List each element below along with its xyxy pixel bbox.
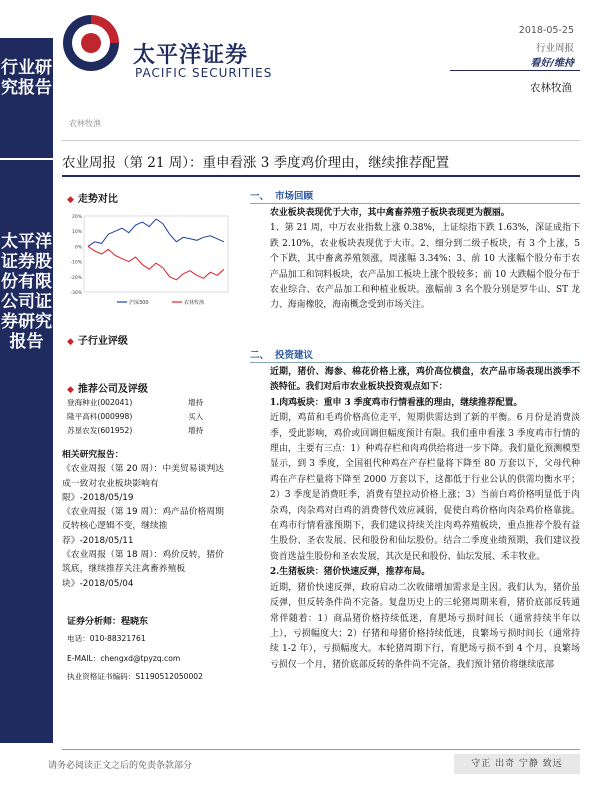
- brand-name-cn: 太平洋证券: [133, 43, 249, 68]
- section-title-market: 一、 市场回顾: [250, 191, 314, 202]
- stock-row: 苏垦农发(601952) 增持: [67, 426, 204, 435]
- y-tick-label: -10%: [70, 260, 82, 266]
- sidebar-top-label: 行业研究报告: [1, 58, 52, 98]
- industry-rating: 看好/维持: [530, 58, 574, 69]
- sector-label: 农林牧渔: [530, 82, 572, 94]
- analyst-email[interactable]: E-MAIL：chengxd@tpyzq.com: [67, 654, 181, 663]
- section-rule: [250, 362, 580, 363]
- investment-section: [250, 347, 580, 361]
- y-tick-label: 20%: [71, 215, 82, 220]
- report-title: 农业周报（第 21 周）：重申看涨 3 季度鸡价理由，继续推荐配置: [62, 155, 450, 171]
- header-divider: [450, 70, 580, 71]
- market-review-text: 农业板块表现优于大市，其中禽畜养殖子板块表现更为靓丽。 1、第 21 周，中万农业指数上涨 0.38%，上证综指下跌 1.63%，深证成指下跌 2.10%，农业板块表现优于大市。2、细分到二级子板块，有 3 个上涨，5 个下跌，其中畜禽养殖领涨，周涨幅 3.34%；3、前 10 大涨幅个股分布于农产品加工和饲料板块，农产品加工板块上涨个股较多；前 10 大跌幅个股分布于农业综合、农产品加工和种植业板块。涨幅前 3 名个股分别是罗牛山、ST 龙力、海南橡胶，海南概念受到市场关注。: [270, 208, 580, 311]
- analyst-license: 执业资格证书编码：S1190512050002: [67, 672, 203, 681]
- market-review-section: [250, 188, 580, 202]
- recommend-header: ◆ 推荐公司及评级: [67, 384, 148, 395]
- series-line-1: [88, 246, 224, 279]
- legend-label: 农林牧渔: [184, 300, 205, 306]
- legend-label: 沪深300: [129, 300, 149, 306]
- stock-row: 登海种业(002041) 增持: [67, 398, 204, 407]
- related-report-item[interactable]: 《农业周报（第 18 周）：鸡价反转，猪价筑底，继续推荐关注禽畜养殖板块》-2018/05/04: [62, 550, 224, 589]
- report-date: 2018-05-25: [518, 25, 574, 36]
- brand-name-en: PACIFIC SECURITIES: [135, 66, 273, 80]
- analyst-line: 证券分析师：程晓东: [67, 617, 149, 627]
- arrow-icon: ◆: [67, 337, 74, 347]
- related-reports: [62, 448, 226, 591]
- stock-row: 隆平高科(000998) 买入: [67, 412, 204, 421]
- report-type: 行业周报: [535, 43, 574, 54]
- sidebar-bottom-label: 太平洋证券股份有限公司证券研究报告: [1, 232, 52, 352]
- title-rule-bottom: [62, 175, 580, 177]
- y-tick-label: -30%: [70, 291, 82, 296]
- section-title-invest: 二、 投资建议: [250, 350, 314, 361]
- section-rule: [250, 203, 580, 204]
- arrow-icon: ◆: [67, 385, 74, 395]
- title-rule-top: [62, 140, 580, 141]
- category-small: 农林牧渔: [69, 119, 101, 128]
- arrow-icon: ◆: [67, 195, 74, 205]
- stock-list: [67, 397, 227, 439]
- footer-rule: [62, 749, 580, 750]
- chart-frame: [84, 216, 228, 292]
- y-tick-label: 0%: [74, 245, 82, 251]
- trend-header: ◆ 走势对比: [67, 194, 118, 205]
- sidebar-top-block: [0, 38, 53, 160]
- footer-disclaimer: 请务必阅读正文之后的免责条款部分: [48, 761, 193, 771]
- investment-text: 近期，猪价、海参、棉花价格上涨，鸡价高位横盘，农产品市场表现出淡季不淡特征。我们对后市农业板块投资观点如下： 1.肉鸡板块：重申 3 季度鸡市行情看涨的理由，继续推荐配置。 近期，鸡苗和毛鸡价格高位走平，短期供需达到了新的平衡。6 月份是消费淡季，受此影响，鸡价或回调但幅度预计有限。我们重申看涨 3 季度鸡市行情的理由，主要有三点：1）种鸡存栏和肉鸡供给将进一步下降。我们量化预测模型显示，到 3 季度，全国祖代种鸡在产存栏量将下降至 80 万套以下，父母代种鸡在产存栏量将下降至 2000 万套以下，这都低于行业公认的供需均衡水平；2）3 季度是消费旺季，消费有望拉动价格上涨；3）当前白鸡价格明显低于肉杂鸡，肉杂鸡对白鸡的消费替代效应减弱，促使白鸡价格向肉杂鸡价格靠拢。在鸡市行情看涨预期下，我们建议持续关注肉鸡养殖板块，重点推荐个股有益生股份、圣农发展、民和股份和仙坛股份。结合二季度业绩预期，我们建议投资首选益生股份和圣农发展，其次是民和股份、仙坛发展、禾丰牧业。 2.生猪板块：猪价快速反弹，推荐布局。 近期，猪价快速反弹，政府启动二次收储增加需求是主因。我们认为，猪价虽反弹，但反转条件尚不完备。复盘历史上的三轮猪周期来看，猪价底部反转通常伴随着：1）商品猪价格持续低迷，育肥场亏损时间长（通常持续半年以上），亏损幅度大；2）仔猪和母猪价格持续低迷，良繁场亏损时间长（通常持续 1-2 年），亏损幅度大。本轮猪周期下行，育肥场亏损不到 4 个月，良繁场亏损仅一个月，猪价底部反转的条件尚不完备，我们预计猪价将继续底部: [270, 367, 580, 670]
- footer-motto: 守正 出奇 宁静 致远: [454, 754, 580, 774]
- company-logo: [60, 12, 122, 74]
- y-tick-label: -20%: [70, 275, 82, 281]
- trend-chart: [62, 210, 234, 310]
- analyst-phone: 电话：010-88321761: [67, 634, 146, 643]
- related-report-item[interactable]: 《农业周报（第 20 周）：中美贸易谈判达成一致对农业板块影响有限》-2018/05/19: [62, 464, 224, 503]
- series-line-0: [88, 219, 224, 246]
- sub-title-broiler: 1.肉鸡板块：重申 3 季度鸡市行情看涨的理由，继续推荐配置。: [270, 397, 523, 408]
- sub-title-hog: 2.生猪板块：猪价快速反弹，推荐布局。: [270, 567, 431, 578]
- related-header: 相关研究报告：: [62, 450, 124, 460]
- sub-rating-header: ◆ 子行业评级: [67, 336, 128, 347]
- related-report-item[interactable]: 《农业周报（第 19 周）：鸡产品价格周期反转核心逻辑不变，继续推荐》-2018/05/11: [62, 507, 224, 546]
- y-tick-label: 10%: [71, 230, 82, 236]
